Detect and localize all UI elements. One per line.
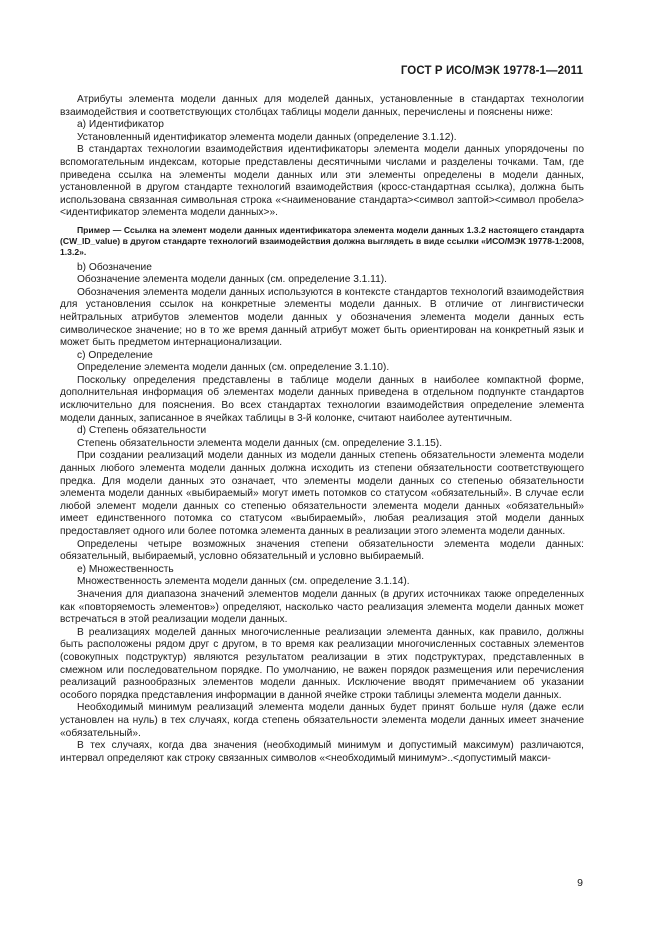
- page-number: 9: [577, 877, 583, 889]
- list-item: d) Степень обязательности: [77, 425, 207, 437]
- paragraph: Степень обязательности элемента модели данных (см. определение 3.1.15).: [77, 437, 443, 449]
- list-item: a) Идентификатор: [77, 119, 164, 131]
- list-item: b) Обозначение: [77, 261, 152, 273]
- paragraph: Множественность элемента модели данных (см. определение 3.1.14).: [77, 576, 410, 588]
- paragraph: При создании реализаций модели данных из модели данных степень обязательности элемента модели данных любого элемента модели данных должна исходить из степени обязательности соответствующего предка. Для модели данных это означает, что элементы модели данных со степенью обязательности элемента модели данных «выбираемый» могут иметь потомков со статусом «обязательный». В случае если любой элемент модели данных со степенью обязательности элемента модели данных «обязательный» имеет единственного потомка со статусом «выбираемый», любая реализация этой модели данных предоставляет одного или более потомка элемента данных в реализации этого элемента модели данных.: [60, 450, 584, 538]
- paragraph: Определение элемента модели данных (см. определение 3.1.10).: [77, 362, 390, 374]
- paragraph: В реализациях моделей данных многочисленные реализации элемента данных, как правило, должны быть расположены рядом друг с другом, в то время как реализации многочисленных составных элементов (совокупных подструктур) являются результатом реализации в этих подструктурах, представленных в смежном или последовательном порядке. По умолчанию, не важен порядок размещения или перечисления реализаций разнообразных элементов модели данных. Исключение вводят примечанием об указании особого порядка представления информации в данной ячейке строки таблицы элемента модели данных.: [60, 626, 584, 701]
- paragraph: Поскольку определения представлены в таблице модели данных в наиболее компактной форме, дополнительная информация об элементах модели данных приведена в отдельном подпункте стандартов исключительно для пояснения. Во всех стандартах технологии взаимодействия определение элемента модели данных, записанное в ячейках таблицы в 3-й колонке, считают наиболее аутентичным.: [60, 374, 584, 424]
- paragraph: Установленный идентификатор элемента модели данных (определение 3.1.12).: [77, 131, 457, 143]
- paragraph: Обозначение элемента модели данных (см. определение 3.1.11).: [77, 274, 387, 286]
- list-item: e) Множественность: [77, 563, 174, 575]
- example-note: Пример — Ссылка на элемент модели данных идентификатора элемента модели данных 1.3.2 настоящего стандарта (CW_ID_value) в другом стандарте технологий взаимодействия должна выглядеть в виде ссылки «ИСО/МЭК 19778-1:2008, 1.3.2».: [60, 224, 584, 258]
- paragraph: Значения для диапазона значений элементов модели данных (в других источниках также определенных как «повторяемость элементов») определяют, насколько часто реализация элемента модели данных может встречаться в этой реализации модели данных.: [60, 588, 584, 626]
- paragraph: В стандартах технологии взаимодействия идентификаторы элемента модели данных упорядочены по вспомогательным индексам, которые представлены десятичными числами и разделены точками. Там, где приведена ссылка на элементы модели данных или эти элементы определены в модели данных, установленной в другом стандарте технологий взаимодействия (кросс-стандартная ссылка), должна быть использована связанная символьная строка «<наименование стандарта><символ заптой><символ пробела><идентификатор элемента модели данных>».: [60, 144, 584, 219]
- paragraph: В тех случаях, когда два значения (необходимый минимум и допустимый максимум) различаются, интервал определяют как строку связанных символов «<необходимый минимум>..<допустимый макси-: [60, 740, 584, 764]
- paragraph: Атрибуты элемента модели данных для моделей данных, установленные в стандартах технологии взаимодействия и соответствующих столбцах таблицы модели данных, перечислены и пояснены ниже:: [60, 94, 584, 118]
- paragraph: Определены четыре возможных значения степени обязательности элемента модели данных: обязательный, выбираемый, условно обязательный и условно выбираемый.: [60, 538, 584, 563]
- paragraph: Необходимый минимум реализаций элемента модели данных будет принят больше нуля (даже если установлен на нуль) в тех случаях, когда степень обязательности элемента модели данных имеет значение «обязательный».: [60, 702, 584, 739]
- paragraph: Обозначения элемента модели данных используются в контексте стандартов технологий взаимодействия для установления ссылок на конкретные элементы модели данных. В отличие от лингвистически нейтральных атрибутов элементов модели данных у обозначения элемента модели данных есть символическое значение; но в то же время данный атрибут может быть ориентирован на конкретный язык и может быть предметом интернационализации.: [60, 286, 584, 349]
- page-header: ГОСТ Р ИСО/МЭК 19778-1—2011: [400, 65, 583, 77]
- document-body: [60, 94, 584, 765]
- list-item: c) Определение: [77, 349, 153, 361]
